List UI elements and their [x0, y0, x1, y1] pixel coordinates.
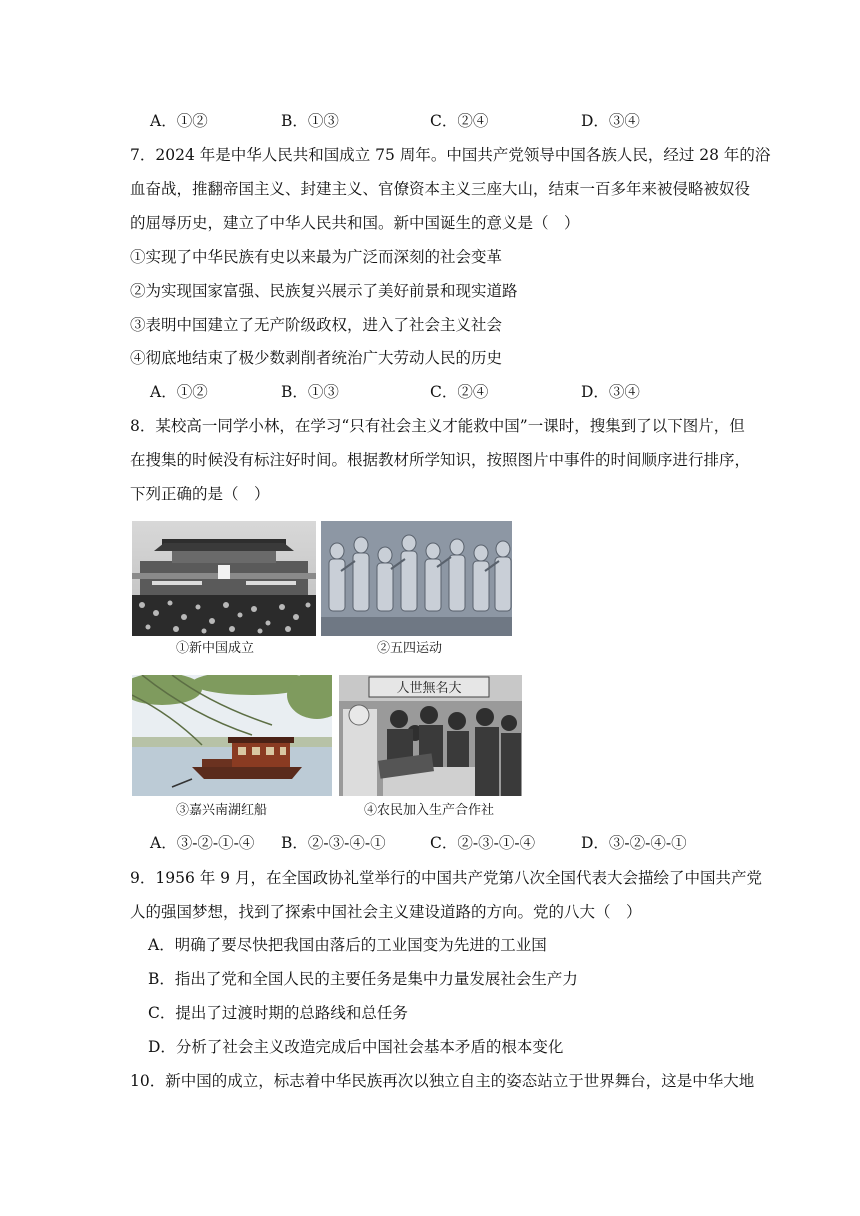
q7-stem-line-1: 7．2024 年是中华人民共和国成立 75 周年。中国共产党领导中国各族人民，经过 28 年的浴 — [130, 146, 771, 164]
q8-stem-line-2: 在搜集的时候没有标注好时间。根据教材所学知识，按照图片中事件的时间顺序进行排序， — [130, 451, 751, 469]
photo-jiaxing-red-boat — [132, 675, 332, 796]
q6-option-b: B．①③ — [281, 112, 339, 130]
q8-stem-line-3: 下列正确的是（ ） — [130, 485, 270, 503]
q7-statement-4: ④彻底地结束了极少数剥削者统治广大劳动人民的历史 — [130, 349, 503, 367]
q9-option-b: B．指出了党和全国人民的主要任务是集中力量发展社会生产力 — [148, 970, 578, 988]
q7-statement-1: ①实现了中华民族有史以来最为广泛而深刻的社会变革 — [130, 248, 503, 266]
q7-option-a: A．①② — [150, 383, 208, 401]
q8-option-a: A．③-②-①-④ — [150, 834, 255, 852]
q7-stem-line-3: 的屈辱历史，建立了中华人民共和国。新中国诞生的意义是（ ） — [130, 214, 580, 232]
q9-stem-line-1: 9．1956 年 9 月，在全国政协礼堂举行的中国共产党第八次全国代表大会描绘了中国共产党 — [130, 869, 762, 887]
q6-option-c: C．②④ — [430, 112, 489, 130]
q8-option-b: B．②-③-④-① — [281, 834, 386, 852]
caption-photo-4: ④农民加入生产合作社 — [364, 803, 495, 818]
q8-option-d: D．③-②-④-① — [581, 834, 687, 852]
q7-stem-line-2: 血奋战，推翻帝国主义、封建主义、官僚资本主义三座大山，结束一百多年来被侵略被奴役 — [130, 180, 751, 198]
q9-stem-line-2: 人的强国梦想，找到了探索中国社会主义建设道路的方向。党的八大（ ） — [130, 903, 642, 921]
q10-stem-line-1: 10．新中国的成立，标志着中华民族再次以独立自主的姿态站立于世界舞台，这是中华大地 — [130, 1072, 755, 1090]
q9-option-a: A．明确了要尽快把我国由落后的工业国变为先进的工业国 — [148, 936, 547, 954]
q6-option-d: D．③④ — [581, 112, 640, 130]
q9-option-d: D．分析了社会主义改造完成后中国社会基本矛盾的根本变化 — [148, 1038, 564, 1056]
q6-option-a: A．①② — [150, 112, 208, 130]
caption-photo-3: ③嘉兴南湖红船 — [176, 803, 268, 818]
q7-option-b: B．①③ — [281, 383, 339, 401]
photo-peasants-join-cooperative — [339, 675, 522, 796]
photo-may-fourth-movement — [321, 521, 512, 636]
q7-option-c: C．②④ — [430, 383, 489, 401]
q8-option-c: C．②-③-①-④ — [430, 834, 536, 852]
cooperative-sign-text: 人世無名大 — [396, 681, 462, 696]
q8-stem-line-1: 8．某校高一同学小林，在学习“只有社会主义才能救中国”一课时，搜集到了以下图片，但 — [130, 417, 745, 435]
q7-statement-2: ②为实现国家富强、民族复兴展示了美好前景和现实道路 — [130, 282, 518, 300]
caption-photo-1: ①新中国成立 — [176, 641, 255, 656]
photo-founding-of-prc — [132, 521, 316, 636]
q7-option-d: D．③④ — [581, 383, 640, 401]
q7-statement-3: ③表明中国建立了无产阶级政权，进入了社会主义社会 — [130, 316, 503, 334]
caption-photo-2: ②五四运动 — [377, 641, 443, 656]
q9-option-c: C．提出了过渡时期的总路线和总任务 — [148, 1004, 408, 1022]
